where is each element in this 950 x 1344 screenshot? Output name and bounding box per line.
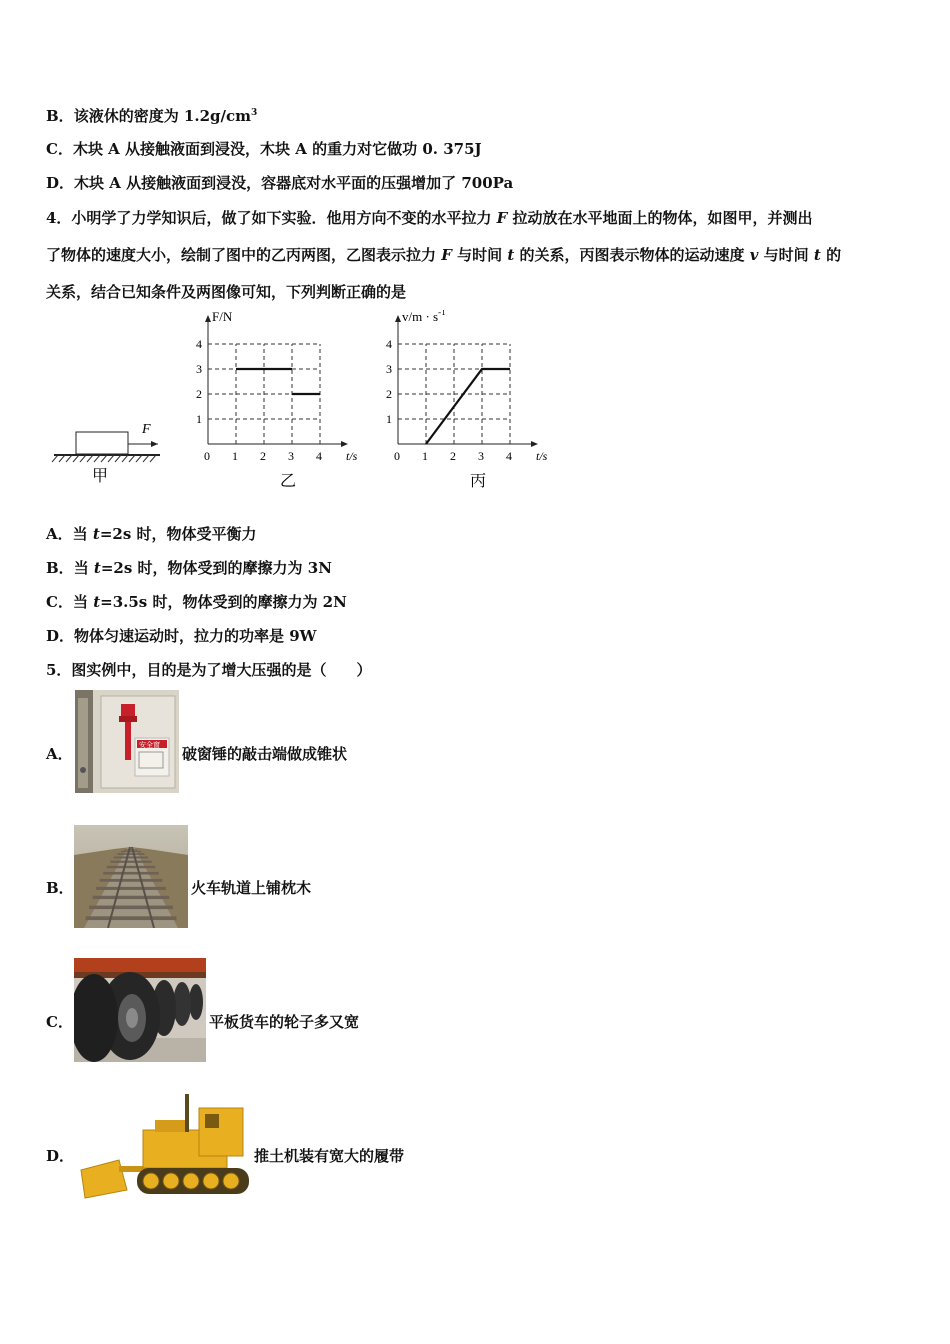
option-var: t bbox=[93, 559, 101, 577]
chart-caption: 丙 bbox=[470, 473, 487, 490]
y-tick-label: 4 bbox=[386, 337, 392, 351]
x-tick-label: 1 bbox=[232, 449, 238, 463]
q5-option-b-text: 火车轨道上铺枕木 bbox=[191, 879, 312, 897]
option-text: =3.5s 时，物体受到的摩擦力为 2N bbox=[100, 593, 347, 611]
sign-text: 安全窗 bbox=[139, 741, 160, 749]
stem-text: 与时间 bbox=[451, 246, 508, 264]
option-var: t bbox=[92, 525, 100, 543]
q3-option-c bbox=[46, 139, 482, 159]
y-tick-label: 1 bbox=[386, 412, 392, 426]
hatch-line bbox=[150, 455, 156, 462]
x-tick-label: 2 bbox=[260, 449, 266, 463]
x-tick-label: 1 bbox=[422, 449, 428, 463]
q4-option-a bbox=[46, 524, 257, 544]
x-tick-label: 3 bbox=[478, 449, 484, 463]
option-label: C． bbox=[46, 593, 73, 611]
option-label: A． bbox=[46, 525, 73, 543]
q4-stem-line-2 bbox=[46, 245, 841, 265]
hatch-line bbox=[80, 455, 86, 462]
hatch-line bbox=[73, 455, 79, 462]
stem-var: F bbox=[496, 209, 508, 227]
option-text: 木块 A 从接触液面到浸没，容器底对水平面的压强增加了 700Pa bbox=[74, 174, 514, 192]
x-axis-arrow bbox=[341, 441, 348, 447]
hatch-line bbox=[94, 455, 100, 462]
y-tick-label: 4 bbox=[196, 337, 202, 351]
option-label: B． bbox=[46, 107, 74, 125]
q5-option-b-label: B． bbox=[46, 879, 74, 897]
bulldozer-image bbox=[79, 1090, 253, 1202]
hatch-line bbox=[66, 455, 72, 462]
option-text: =2s 时，物体受平衡力 bbox=[99, 525, 257, 543]
figure-caption: 甲 bbox=[92, 468, 109, 485]
option-label: B． bbox=[46, 559, 74, 577]
arrow-head bbox=[151, 441, 158, 447]
truck-wheels-image bbox=[74, 958, 206, 1062]
chart-caption: 乙 bbox=[280, 473, 297, 490]
option-text: 当 bbox=[72, 593, 94, 611]
x-axis-label: t/s bbox=[536, 449, 548, 463]
hatch-line bbox=[108, 455, 114, 462]
x-tick-label: 2 bbox=[450, 449, 456, 463]
stem-var: v bbox=[749, 246, 759, 264]
option-label: C． bbox=[46, 140, 73, 158]
x-axis-label: t/s bbox=[346, 449, 358, 463]
q5-option-c-text: 平板货车的轮子多又宽 bbox=[209, 1013, 360, 1031]
hatch-line bbox=[87, 455, 93, 462]
q5-option-d-label: D． bbox=[46, 1147, 75, 1165]
q5-option-d-text: 推土机装有宽大的履带 bbox=[254, 1147, 405, 1165]
series-line bbox=[426, 369, 510, 444]
railway-image bbox=[74, 825, 188, 928]
hatch-line bbox=[136, 455, 142, 462]
q3-option-d bbox=[46, 173, 513, 193]
block bbox=[76, 432, 128, 454]
option-text: 木块 A 从接触液面到浸没，木块 A 的重力对它做功 0. 375J bbox=[72, 140, 482, 158]
y-axis-arrow bbox=[205, 315, 211, 322]
option-text: 物体匀速运动时，拉力的功率是 9W bbox=[74, 627, 317, 645]
option-text: 当 bbox=[73, 559, 94, 577]
x-tick-label: 4 bbox=[506, 449, 512, 463]
y-tick-label: 2 bbox=[196, 387, 202, 401]
option-label: D． bbox=[46, 174, 75, 192]
x-tick-label: 0 bbox=[394, 449, 400, 463]
stem-text: 与时间 bbox=[758, 246, 814, 264]
q4-option-c bbox=[46, 592, 347, 612]
y-tick-label: 3 bbox=[386, 362, 392, 376]
stem-var: t bbox=[507, 246, 515, 264]
q4-option-d bbox=[46, 626, 317, 646]
superscript: 3 bbox=[250, 108, 258, 118]
y-tick-label: 1 bbox=[196, 412, 202, 426]
y-axis-label: $v/m \cdot s^{-1}$ bbox=[402, 310, 446, 324]
safety-hammer-image bbox=[75, 690, 179, 793]
q4-stem-line-3 bbox=[46, 282, 406, 302]
q5-option-a-text: 破窗锤的敲击端做成锥状 bbox=[182, 745, 348, 763]
hatch-line bbox=[143, 455, 149, 462]
q3-option-b bbox=[46, 103, 257, 126]
option-text: 该液休的密度为 1.2g/cm bbox=[73, 107, 251, 125]
q4-stem-line-1 bbox=[46, 208, 813, 228]
option-var: t bbox=[93, 593, 101, 611]
stem-text: 5．图实例中，目的是为了增大压强的是（ ） bbox=[46, 661, 372, 679]
stem-text: 关系，结合已知条件及两图像可知，下列判断正确的是 bbox=[46, 283, 407, 301]
chart-yi bbox=[190, 310, 370, 495]
stem-text: 的 bbox=[820, 246, 842, 264]
hatch-line bbox=[129, 455, 135, 462]
y-axis-label: F/N bbox=[212, 310, 233, 324]
ground-hatch bbox=[52, 455, 156, 462]
y-tick-label: 3 bbox=[196, 362, 202, 376]
option-text: =2s 时，物体受到的摩擦力为 3N bbox=[100, 559, 332, 577]
x-tick-label: 0 bbox=[204, 449, 210, 463]
stem-var: t bbox=[813, 246, 821, 264]
stem-text: 拉动放在水平地面上的物体，如图甲，并测出 bbox=[507, 209, 813, 227]
y-tick-label: 2 bbox=[386, 387, 392, 401]
q5-stem bbox=[46, 660, 371, 680]
hatch-line bbox=[52, 455, 58, 462]
q5-option-c-label: C． bbox=[46, 1013, 73, 1031]
option-label: D． bbox=[46, 627, 75, 645]
hatch-line bbox=[115, 455, 121, 462]
hatch-line bbox=[59, 455, 65, 462]
q4-option-b bbox=[46, 558, 332, 578]
hatch-line bbox=[122, 455, 128, 462]
hatch-line bbox=[101, 455, 107, 462]
stem-text: 4．小明学了力学知识后，做了如下实验．他用方向不变的水平拉力 bbox=[46, 209, 497, 227]
x-tick-label: 3 bbox=[288, 449, 294, 463]
stem-text: 的关系，丙图表示物体的运动速度 bbox=[514, 246, 750, 264]
option-text: 当 bbox=[72, 525, 93, 543]
q5-option-a-label: A． bbox=[46, 745, 73, 763]
y-axis-arrow bbox=[395, 315, 401, 322]
x-axis-arrow bbox=[531, 441, 538, 447]
stem-text: 了物体的速度大小，绘制了图中的乙丙两图，乙图表示拉力 bbox=[46, 246, 442, 264]
x-tick-label: 4 bbox=[316, 449, 322, 463]
stem-var: F bbox=[441, 246, 452, 264]
figure-jia bbox=[50, 415, 170, 495]
force-label: F bbox=[142, 422, 151, 437]
chart-bing bbox=[380, 310, 560, 495]
